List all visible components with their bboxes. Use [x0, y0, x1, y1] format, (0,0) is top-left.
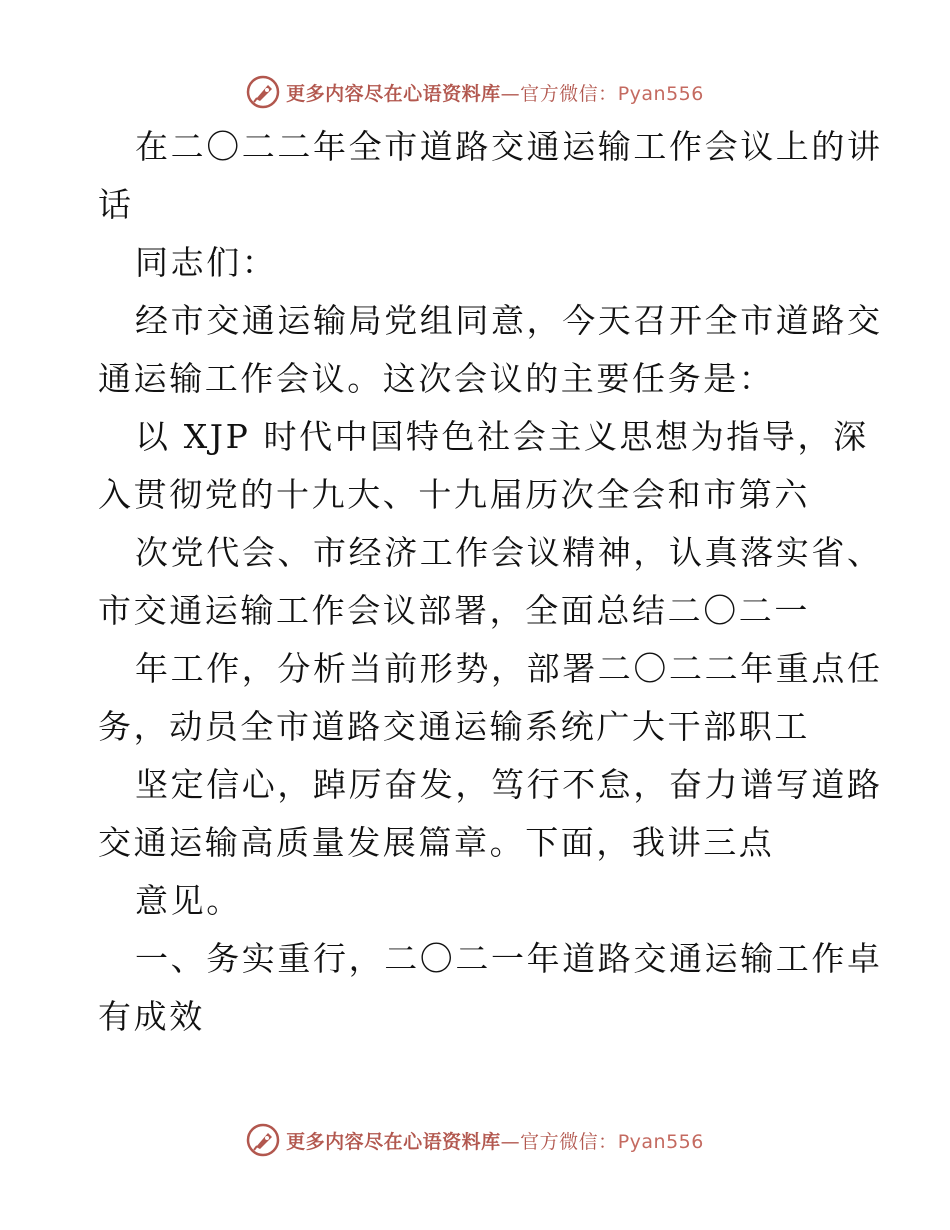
- body-line: 市交通运输工作会议部署，全面总结二〇二一: [98, 591, 810, 630]
- body-line: 年工作，分析当前形势，部署二〇二二年重点任: [135, 649, 883, 688]
- body-line: 入贯彻党的十九大、十九届历次全会和市第六: [98, 475, 810, 514]
- section-heading-line-2: 有成效: [98, 997, 205, 1036]
- body-line: 交通运输高质量发展篇章。下面，我讲三点: [98, 823, 775, 862]
- document-title-line-1: 在二〇二二年全市道路交通运输工作会议上的讲: [135, 127, 883, 166]
- header-watermark: [0, 72, 950, 112]
- body-line: 通运输工作会议。这次会议的主要任务是：: [98, 359, 775, 398]
- watermark-separator: —: [500, 82, 521, 105]
- document-title-line-2: 话: [98, 185, 134, 224]
- body-line: 坚定信心，踔厉奋发，笃行不怠，奋力谱写道路: [135, 765, 883, 804]
- watermark-brand: 更多内容尽在心语资料库: [286, 1130, 501, 1153]
- body-line: 经市交通运输局党组同意，今天召开全市道路交: [135, 301, 883, 340]
- section-heading-line-1: 一、务实重行，二〇二一年道路交通运输工作卓: [135, 939, 883, 978]
- watermark-contact-id: Pyan556: [617, 82, 704, 105]
- watermark-contact-label: 官方微信：: [520, 1130, 618, 1153]
- watermark-brand: 更多内容尽在心语资料库: [286, 82, 501, 105]
- watermark-contact-id: Pyan556: [617, 1130, 704, 1153]
- watermark-contact-label: 官方微信：: [520, 82, 618, 105]
- pen-nib-logo-icon: [246, 1123, 280, 1157]
- watermark-separator: —: [500, 1130, 521, 1153]
- body-line: 意见。: [135, 881, 242, 920]
- pen-nib-logo-icon: [246, 75, 280, 109]
- footer-watermark: [0, 1120, 950, 1160]
- body-line: 以 XJP 时代中国特色社会主义思想为指导，深: [135, 417, 869, 456]
- body-line: 务，动员全市道路交通运输系统广大干部职工: [98, 707, 810, 746]
- salutation: 同志们：: [135, 243, 278, 282]
- body-line: 次党代会、市经济工作会议精神，认真落实省、: [135, 533, 883, 572]
